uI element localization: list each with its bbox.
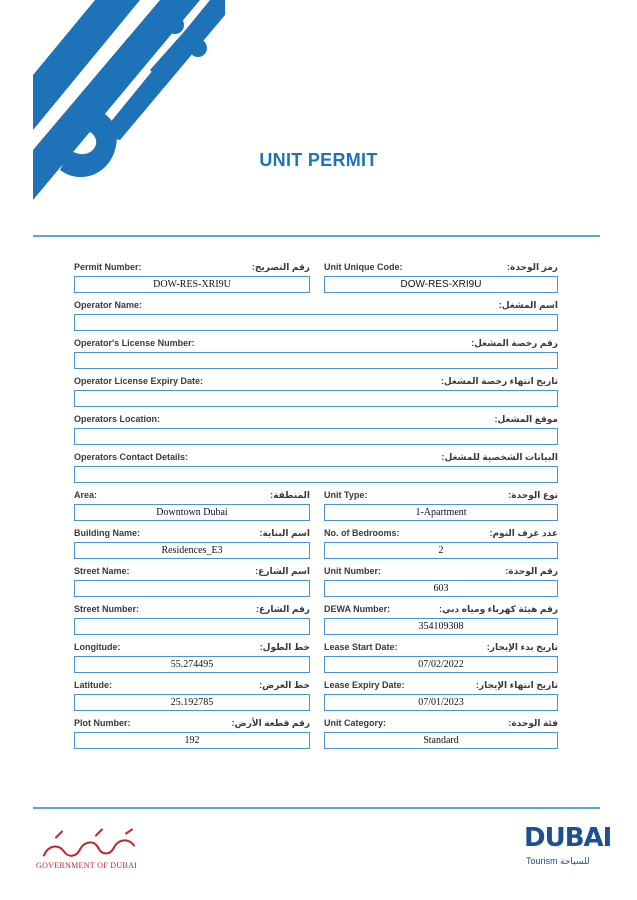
field-label-en: Lease Expiry Date: — [324, 680, 405, 690]
field-value[interactable]: Standard — [324, 732, 558, 749]
field-label-en: Latitude: — [74, 680, 112, 690]
field-value[interactable]: 603 — [324, 580, 558, 597]
field-label-ar: عدد غرف النوم: — [489, 528, 558, 538]
form-row — [74, 523, 558, 561]
field-label-en: Operator License Expiry Date: — [74, 376, 204, 386]
form-row — [74, 447, 558, 485]
form-row-labels — [74, 713, 558, 732]
form-row-fields — [74, 428, 558, 447]
form-row-labels — [74, 295, 558, 314]
field-label-ar: تاريخ انتهاء رخصة المشغل: — [440, 376, 558, 386]
field-label-ar: رقم الوحدة: — [505, 566, 558, 576]
form-row — [74, 675, 558, 713]
field-label-en: DEWA Number: — [324, 604, 391, 614]
field-label-en: Longitude: — [74, 642, 121, 652]
form-row-labels — [74, 561, 558, 580]
form-row — [74, 485, 558, 523]
form-row-fields — [74, 504, 558, 523]
field-value[interactable]: DOW-RES-XRI9U — [324, 276, 558, 293]
field-label-en: Building Name: — [74, 528, 141, 538]
form-row-labels — [74, 447, 558, 466]
form-row — [74, 713, 558, 751]
field-label-en: Operator's License Number: — [74, 338, 195, 348]
top-divider — [33, 235, 600, 237]
field-label-ar: خط العرض: — [259, 680, 310, 690]
form-row — [74, 637, 558, 675]
field-value[interactable]: 07/02/2022 — [324, 656, 558, 673]
dubai-tourism-subtitle — [526, 856, 590, 867]
dubai-tourism-logo: DUBAI — [524, 823, 612, 853]
form-row-labels — [74, 637, 558, 656]
field-label-ar: موقع المشغل: — [494, 414, 558, 424]
field-label-en: Unit Number: — [324, 566, 381, 576]
form-row-fields — [74, 618, 558, 637]
form-row-labels — [74, 485, 558, 504]
field-label-ar: رقم هيئة كهرباء ومياه دبي: — [439, 604, 558, 614]
field-label-ar: رقم قطعة الأرض: — [231, 718, 310, 728]
field-label-ar: البيانات الشخصية للمشغل: — [441, 452, 558, 462]
form-row-labels — [74, 409, 558, 428]
permit-form — [74, 257, 558, 751]
field-label-en: Operators Contact Details: — [74, 452, 189, 462]
field-value[interactable]: Downtown Dubai — [74, 504, 310, 521]
tourism-label: Tourism — [526, 856, 558, 866]
form-row-labels — [74, 523, 558, 542]
form-row — [74, 409, 558, 447]
field-label-ar: فئة الوحدة: — [508, 718, 558, 728]
field-label-ar: اسم الشارع: — [255, 566, 310, 576]
field-label-ar: نوع الوحدة: — [508, 490, 558, 500]
form-row-fields — [74, 656, 558, 675]
field-label-ar: رقم التصريح: — [251, 262, 310, 272]
form-row-fields — [74, 276, 558, 295]
form-row-labels — [74, 371, 558, 390]
form-row — [74, 295, 558, 333]
field-label-ar: تاريخ بدء الإيجار: — [486, 642, 558, 652]
field-value[interactable] — [74, 314, 558, 331]
field-label-en: Permit Number: — [74, 262, 142, 272]
form-row-fields — [74, 694, 558, 713]
form-row-fields — [74, 580, 558, 599]
field-label-en: Unit Category: — [324, 718, 387, 728]
field-value[interactable] — [74, 390, 558, 407]
field-value[interactable] — [74, 580, 310, 597]
form-row-fields — [74, 542, 558, 561]
form-row-labels — [74, 257, 558, 276]
field-label-ar: رقم رخصة المشغل: — [471, 338, 558, 348]
form-row-fields — [74, 466, 558, 485]
field-value[interactable]: 55.274495 — [74, 656, 310, 673]
field-label-ar: اسم المشغل: — [498, 300, 558, 310]
field-value[interactable]: 07/01/2023 — [324, 694, 558, 711]
dubai-calligraphy-icon — [0, 0, 230, 215]
field-label-en: Street Name: — [74, 566, 130, 576]
field-value[interactable] — [74, 352, 558, 369]
field-value[interactable] — [74, 618, 310, 635]
form-row-labels — [74, 599, 558, 618]
field-label-ar: تاريخ انتهاء الإيجار: — [475, 680, 558, 690]
field-label-ar: رمز الوحدة: — [507, 262, 558, 272]
form-row — [74, 333, 558, 371]
form-row-labels — [74, 675, 558, 694]
form-row-fields — [74, 352, 558, 371]
field-label-ar: خط الطول: — [259, 642, 310, 652]
form-row-fields — [74, 390, 558, 409]
form-row-fields — [74, 314, 558, 333]
field-label-en: Operator Name: — [74, 300, 143, 310]
field-value[interactable]: 25.192785 — [74, 694, 310, 711]
government-of-dubai-text: GOVERNMENT OF DUBAI — [36, 861, 138, 870]
field-label-ar: رقم الشارع: — [256, 604, 310, 614]
field-label-en: Operators Location: — [74, 414, 161, 424]
field-value[interactable]: 2 — [324, 542, 558, 559]
field-label-en: Street Number: — [74, 604, 140, 614]
form-row — [74, 561, 558, 599]
field-value[interactable] — [74, 428, 558, 445]
field-value[interactable]: 354109308 — [324, 618, 558, 635]
field-label-en: Plot Number: — [74, 718, 131, 728]
bottom-divider — [33, 807, 600, 809]
field-label-ar: اسم البناية: — [259, 528, 310, 538]
field-value[interactable]: 192 — [74, 732, 310, 749]
form-row — [74, 257, 558, 295]
field-value[interactable] — [74, 466, 558, 483]
field-label-en: Area: — [74, 490, 98, 500]
page-title: UNIT PERMIT — [259, 150, 378, 170]
field-label-ar: المنطقة: — [270, 490, 310, 500]
field-value[interactable]: DOW-RES-XRI9U — [74, 276, 310, 293]
field-label-en: Unit Type: — [324, 490, 368, 500]
form-row-labels — [74, 333, 558, 352]
field-value[interactable]: Residences_E3 — [74, 542, 310, 559]
form-row-fields — [74, 732, 558, 751]
field-label-en: Unit Unique Code: — [324, 262, 403, 272]
field-value[interactable]: 1-Apartment — [324, 504, 558, 521]
form-row — [74, 371, 558, 409]
tourism-label-ar: للسياحة — [560, 856, 590, 866]
field-label-en: No. of Bedrooms: — [324, 528, 400, 538]
field-label-en: Lease Start Date: — [324, 642, 398, 652]
form-row — [74, 599, 558, 637]
